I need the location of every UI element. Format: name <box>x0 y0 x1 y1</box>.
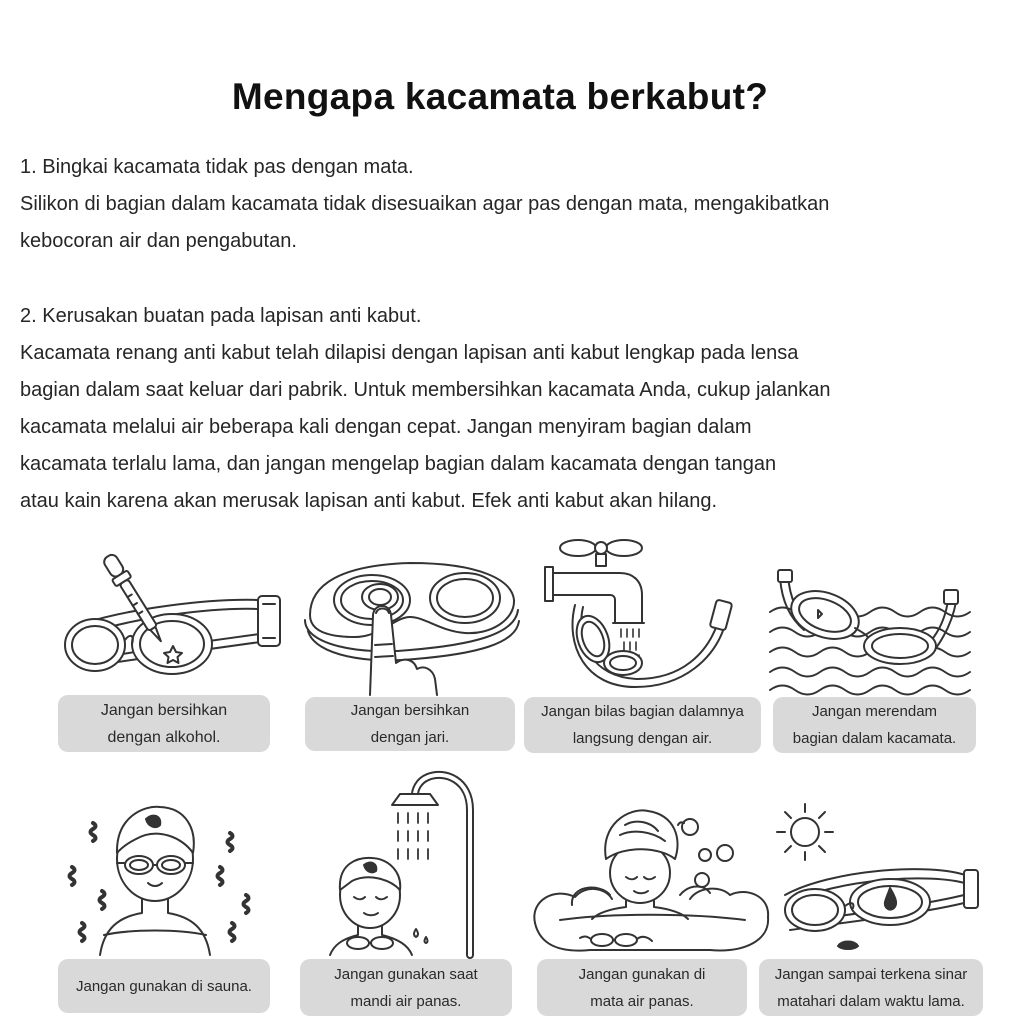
tip-label-line: Jangan gunakan di <box>578 965 706 983</box>
sun-goggles-illustration <box>770 800 980 955</box>
tip-label-line: Jangan gunakan di sauna. <box>76 977 252 995</box>
tip-label-shower <box>300 959 512 1016</box>
tip-label-rinse <box>524 697 761 753</box>
goggles-in-water-illustration <box>770 570 970 695</box>
section-coating-damage <box>20 298 1010 520</box>
finger-on-lens-illustration <box>300 545 520 695</box>
tip-label-line: Jangan merendam <box>811 703 938 720</box>
tip-label-sauna <box>58 959 270 1013</box>
tip-label-line: mandi air panas. <box>350 992 462 1010</box>
goggles-dropper-illustration <box>55 548 285 693</box>
tip-label-soak <box>773 697 976 753</box>
tip-label-line: dengan alkohol. <box>107 728 221 746</box>
section-text-line: atau kain karena akan merusak lapisan anti kabut. Efek anti kabut akan hilang. <box>20 490 718 512</box>
hot-spring-person-illustration <box>530 795 775 955</box>
tip-label-line: Jangan bersihkan <box>100 701 228 719</box>
section-text-line: bagian dalam saat keluar dari pabrik. Untuk membersihkan kacamata Anda, cukup jalankan <box>20 379 831 401</box>
section-heading: 1. Bingkai kacamata tidak pas dengan mata. <box>20 156 414 178</box>
tip-label-alcohol <box>58 695 270 752</box>
tip-label-sunlight <box>759 959 983 1016</box>
section-heading: 2. Kerusakan buatan pada lapisan anti kabut. <box>20 305 422 327</box>
tip-label-line: matahari dalam waktu lama. <box>777 992 965 1010</box>
tip-label-line: langsung dengan air. <box>572 730 713 747</box>
section-text-line: kacamata melalui air beberapa kali dengan cepat. Jangan menyiram bagian dalam <box>20 416 752 438</box>
tip-label-line: Jangan bilas bagian dalamnya <box>541 703 744 720</box>
tip-label-line: dengan jari. <box>370 729 450 746</box>
tip-label-line: Jangan gunakan saat <box>334 965 478 983</box>
section-text-line: Silikon di bagian dalam kacamata tidak disesuaikan agar pas dengan mata, mengakibatkan <box>20 193 830 215</box>
faucet-rinse-illustration <box>545 535 740 695</box>
tip-label-hot-spring <box>537 959 747 1016</box>
tip-label-finger <box>305 697 515 751</box>
tip-label-line: bagian dalam kacamata. <box>792 730 957 747</box>
page-title: Mengapa kacamata berkabut? <box>231 76 769 117</box>
shower-person-illustration <box>320 765 495 955</box>
section-text-line: kacamata terlalu lama, dan jangan mengelap bagian dalam kacamata dengan tangan <box>20 453 777 475</box>
tip-label-line: Jangan sampai terkena sinar <box>774 965 968 983</box>
sauna-person-illustration <box>60 795 270 955</box>
section-text-line: kebocoran air dan pengabutan. <box>20 230 297 252</box>
section-text-line: Kacamata renang anti kabut telah dilapisi dengan lapisan anti kabut lengkap pada lensa <box>20 342 799 364</box>
tip-label-line: mata air panas. <box>590 992 694 1010</box>
tip-label-line: Jangan bersihkan <box>350 702 470 719</box>
section-frame-fit <box>20 149 1010 260</box>
